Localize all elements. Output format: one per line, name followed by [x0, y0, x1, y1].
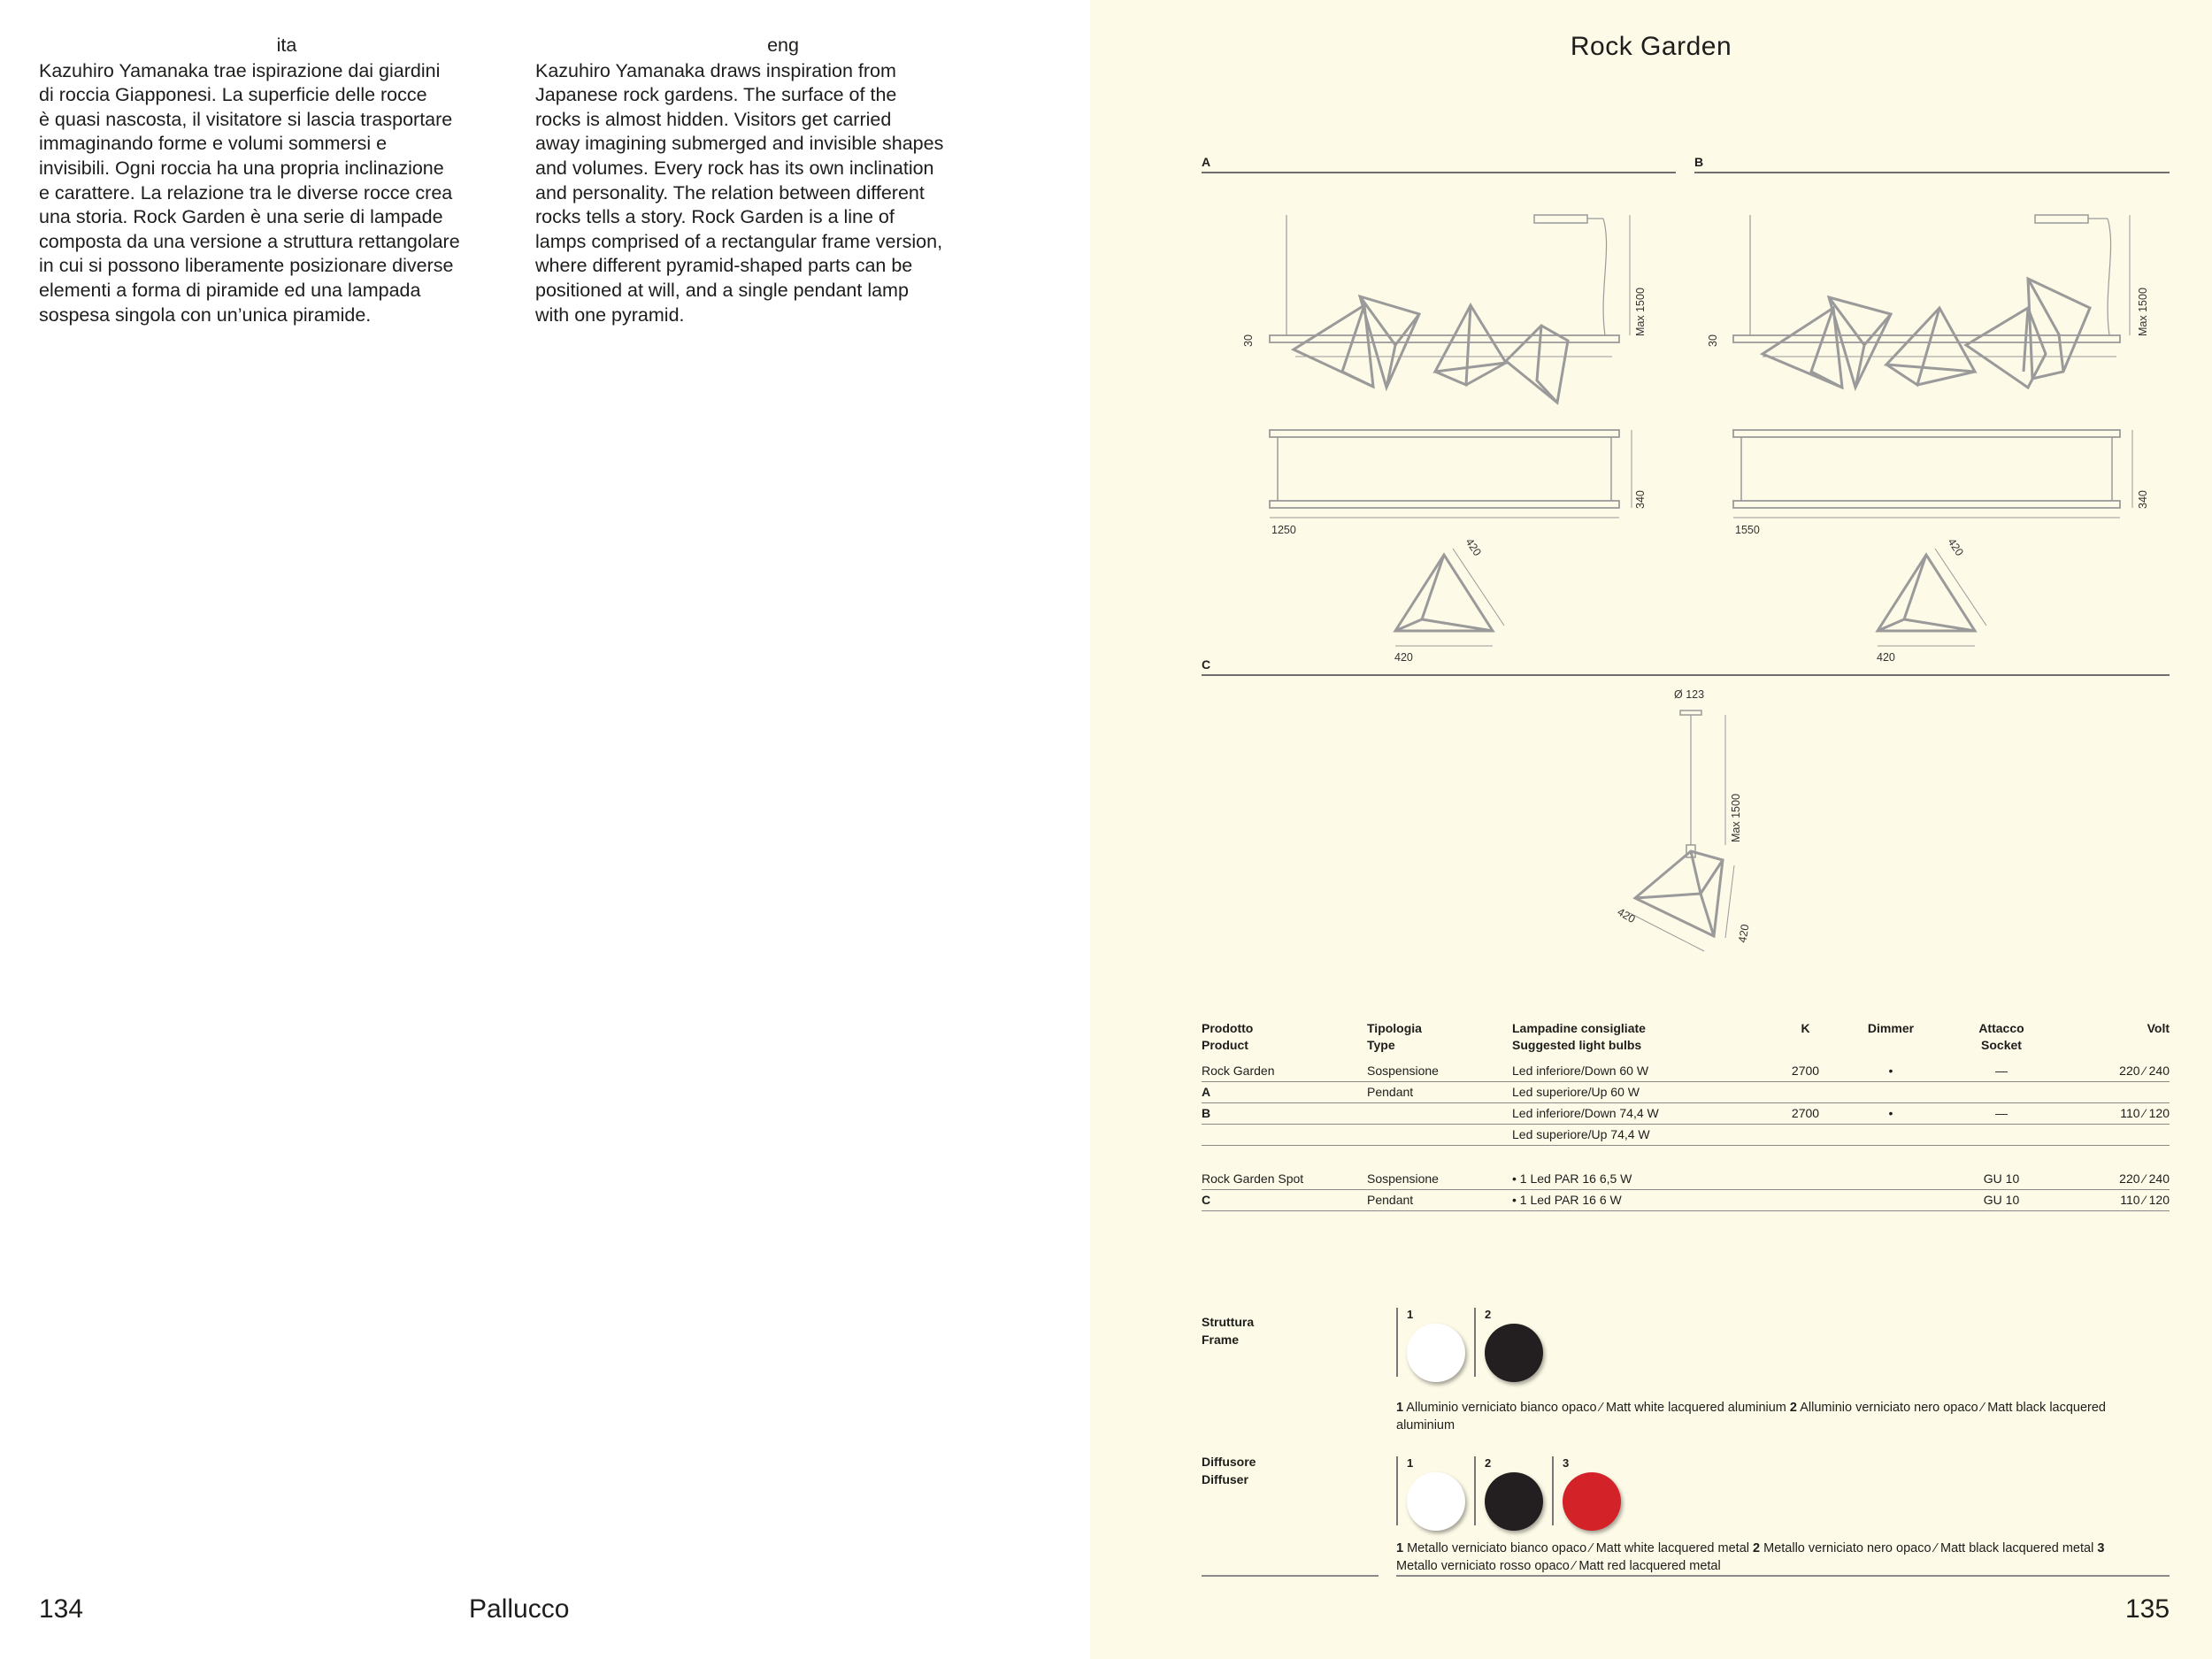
cell-k — [1769, 1189, 1842, 1210]
section-a-label: A — [1202, 155, 1211, 169]
dim-b-depth: 340 — [2137, 490, 2149, 509]
cell-volt: 110 ⁄ 120 — [2063, 1189, 2170, 1210]
dim-b-width: 1550 — [1735, 524, 1760, 536]
cell-type — [1367, 1124, 1512, 1145]
cell-socket: — — [1939, 1102, 2063, 1124]
white-swatch — [1407, 1472, 1465, 1531]
cell-volt: 220 ⁄ 240 — [2063, 1060, 2170, 1081]
dim-pyramid-b-side: 420 — [1945, 535, 1966, 558]
table-row — [1202, 1189, 2170, 1210]
cell-socket: GU 10 — [1939, 1189, 2063, 1210]
swatch-number: 1 — [1407, 1308, 1414, 1321]
page-number-right: 135 — [2125, 1594, 2170, 1624]
dim-c-max: Max 1500 — [1730, 794, 1742, 842]
product-title: Rock Garden — [1570, 32, 1732, 61]
frame-desc-2: Alluminio verniciato nero opaco ⁄ Matt black lacquered aluminium — [1396, 1401, 2106, 1432]
cell-type: Pendant — [1367, 1189, 1512, 1210]
cell-product: Rock Garden — [1202, 1060, 1367, 1081]
spec-header-row — [1202, 1020, 2170, 1060]
black-swatch — [1485, 1472, 1543, 1531]
section-c-label: C — [1202, 657, 1211, 672]
header-bulbs: Lampadine consigliate Suggested light bulbs — [1512, 1021, 1646, 1052]
drawing-b-top — [1733, 430, 2132, 518]
drawing-a-front — [1270, 215, 1619, 403]
drawing-c-pendant — [1630, 710, 1734, 951]
dim-c-side-2: 420 — [1736, 923, 1752, 944]
black-swatch — [1485, 1324, 1543, 1382]
cell-type: Sospensione — [1367, 1060, 1512, 1081]
cell-product: A — [1202, 1081, 1367, 1102]
cell-type: Sospensione — [1367, 1168, 1512, 1189]
table-row — [1202, 1081, 2170, 1102]
english-text: Kazuhiro Yamanaka draws inspiration from Japanese rock gardens. The surface of the rocks is almost hidden. Visitors get carried away imagining submerged and invisible shapes and volumes. Every rock has its own inclination and personality. The relation between different rocks tells a story. Rock Garden is a line of lamps comprised of a rectangular frame version, where different pyramid-shaped parts can be positioned at will, and a single pendant lamp with one pyramid. — [535, 59, 944, 326]
frame-desc-num-2: 2 — [1789, 1401, 1797, 1415]
cell-dimmer: • — [1842, 1060, 1939, 1081]
cell-socket: GU 10 — [1939, 1168, 2063, 1189]
cell-k: 2700 — [1769, 1060, 1842, 1081]
diffuser-desc-num-1: 1 — [1396, 1541, 1404, 1555]
table-row — [1202, 1102, 2170, 1124]
lang-label-ita: ita — [276, 35, 297, 56]
table-row — [1202, 1168, 2170, 1189]
dim-b-max: Max 1500 — [2137, 288, 2149, 336]
header-volt: Volt — [2147, 1021, 2170, 1035]
dim-a-height: 30 — [1242, 334, 1255, 347]
cell-dimmer: • — [1842, 1102, 1939, 1124]
swatch-divider — [1474, 1456, 1476, 1525]
swatch-divider — [1396, 1456, 1398, 1525]
dim-a-depth: 340 — [1634, 490, 1647, 509]
cell-volt — [2063, 1124, 2170, 1145]
diffuser-label: Diffusore Diffuser — [1202, 1455, 1256, 1486]
cell-socket — [1939, 1081, 2063, 1102]
cell-bulbs: Led superiore/Up 74,4 W — [1512, 1124, 1769, 1145]
swatch-number: 1 — [1407, 1456, 1414, 1470]
lang-label-eng: eng — [767, 35, 799, 56]
cell-dimmer — [1842, 1081, 1939, 1102]
cell-dimmer — [1842, 1168, 1939, 1189]
frame-desc-num-1: 1 — [1396, 1401, 1404, 1415]
frame-description — [1396, 1399, 2139, 1434]
cell-bulbs: Led inferiore/Down 74,4 W — [1512, 1102, 1769, 1124]
dim-c-side-1: 420 — [1615, 905, 1638, 926]
cell-k: 2700 — [1769, 1102, 1842, 1124]
cell-k — [1769, 1168, 1842, 1189]
dim-pyramid-a-base: 420 — [1394, 651, 1413, 664]
swatch-divider — [1552, 1456, 1554, 1525]
cell-bulbs: • 1 Led PAR 16 6 W — [1512, 1189, 1769, 1210]
cell-bulbs: • 1 Led PAR 16 6,5 W — [1512, 1168, 1769, 1189]
frame-label: Struttura Frame — [1202, 1315, 1255, 1347]
cell-k — [1769, 1081, 1842, 1102]
white-swatch — [1407, 1324, 1465, 1382]
header-socket: Attacco Socket — [1978, 1021, 2024, 1052]
diffuser-desc-num-2: 2 — [1753, 1541, 1761, 1555]
page-number-left: 134 — [39, 1594, 84, 1624]
diffuser-desc-num-3: 3 — [2097, 1541, 2105, 1555]
cell-type: Pendant — [1367, 1081, 1512, 1102]
right-page — [1090, 0, 2212, 1659]
spec-table — [1202, 1020, 2170, 1211]
header-product: Prodotto Product — [1202, 1021, 1254, 1052]
diffuser-desc-3: Metallo verniciato rosso opaco ⁄ Matt red lacquered metal — [1396, 1559, 1721, 1573]
drawing-pyramid-a — [1395, 549, 1504, 646]
cell-volt: 110 ⁄ 120 — [2063, 1102, 2170, 1124]
italian-column — [39, 34, 534, 327]
english-column — [535, 34, 1031, 327]
cell-product: C — [1202, 1189, 1367, 1210]
cell-bulbs: Led inferiore/Down 60 W — [1512, 1060, 1769, 1081]
cell-type — [1367, 1102, 1512, 1124]
cell-k — [1769, 1124, 1842, 1145]
cell-dimmer — [1842, 1124, 1939, 1145]
red-swatch — [1563, 1472, 1621, 1531]
dim-pyramid-a-side: 420 — [1463, 535, 1484, 558]
swatch-divider — [1474, 1308, 1476, 1377]
cell-socket — [1939, 1124, 2063, 1145]
section-b-label: B — [1694, 155, 1704, 169]
cell-product: Rock Garden Spot — [1202, 1168, 1367, 1189]
left-page — [0, 0, 1090, 1659]
technical-drawings — [1090, 0, 2212, 973]
diffuser-desc-2: Metallo verniciato nero opaco ⁄ Matt black lacquered metal — [1760, 1541, 2098, 1555]
diffuser-desc-1: Metallo verniciato bianco opaco ⁄ Matt white lacquered metal — [1403, 1541, 1754, 1555]
frame-desc-1: Alluminio verniciato bianco opaco ⁄ Matt white lacquered aluminium — [1403, 1401, 1790, 1415]
swatch-number: 2 — [1485, 1308, 1492, 1321]
dim-a-width: 1250 — [1271, 524, 1296, 536]
swatch-number: 2 — [1485, 1456, 1492, 1470]
cell-dimmer — [1842, 1189, 1939, 1210]
finishes-rule-left — [1202, 1575, 1379, 1577]
cell-bulbs: Led superiore/Up 60 W — [1512, 1081, 1769, 1102]
italian-text: Kazuhiro Yamanaka trae ispirazione dai giardini di roccia Giapponesi. La superficie delle rocce è quasi nascosta, il visitatore si lascia trasportare immaginando forme e volumi sommersi e invisibili. Ogni roccia ha una propria inclinazione e carattere. La relazione tra le diverse rocce crea una storia. Rock Garden è una serie di lampade composta da una versione a struttura rettangolare in cui si possono liberamente posizionare diverse elementi a forma di piramide ed una lampada sospesa singola con un’unica piramide. — [39, 59, 460, 326]
cell-product — [1202, 1124, 1367, 1145]
swatch-divider — [1396, 1308, 1398, 1377]
dim-b-height: 30 — [1707, 334, 1719, 347]
drawing-a-top — [1270, 430, 1632, 518]
dim-c-diameter: Ø 123 — [1674, 688, 1705, 701]
header-dimmer: Dimmer — [1867, 1021, 1915, 1035]
diffuser-description — [1396, 1540, 2139, 1575]
finishes-rule-right — [1396, 1575, 2170, 1577]
dim-pyramid-b-base: 420 — [1877, 651, 1895, 664]
drawing-pyramid-b — [1878, 549, 1986, 646]
table-gap — [1202, 1145, 2170, 1168]
table-row — [1202, 1124, 2170, 1145]
cell-socket: — — [1939, 1060, 2063, 1081]
drawing-b-front — [1733, 215, 2120, 388]
table-row — [1202, 1060, 2170, 1081]
header-k: K — [1801, 1021, 1810, 1035]
brand-name: Pallucco — [469, 1594, 570, 1624]
cell-product: B — [1202, 1102, 1367, 1124]
dim-a-max: Max 1500 — [1634, 288, 1647, 336]
cell-volt: 220 ⁄ 240 — [2063, 1168, 2170, 1189]
header-type: Tipologia Type — [1367, 1021, 1422, 1052]
swatch-number: 3 — [1563, 1456, 1570, 1470]
cell-volt — [2063, 1081, 2170, 1102]
